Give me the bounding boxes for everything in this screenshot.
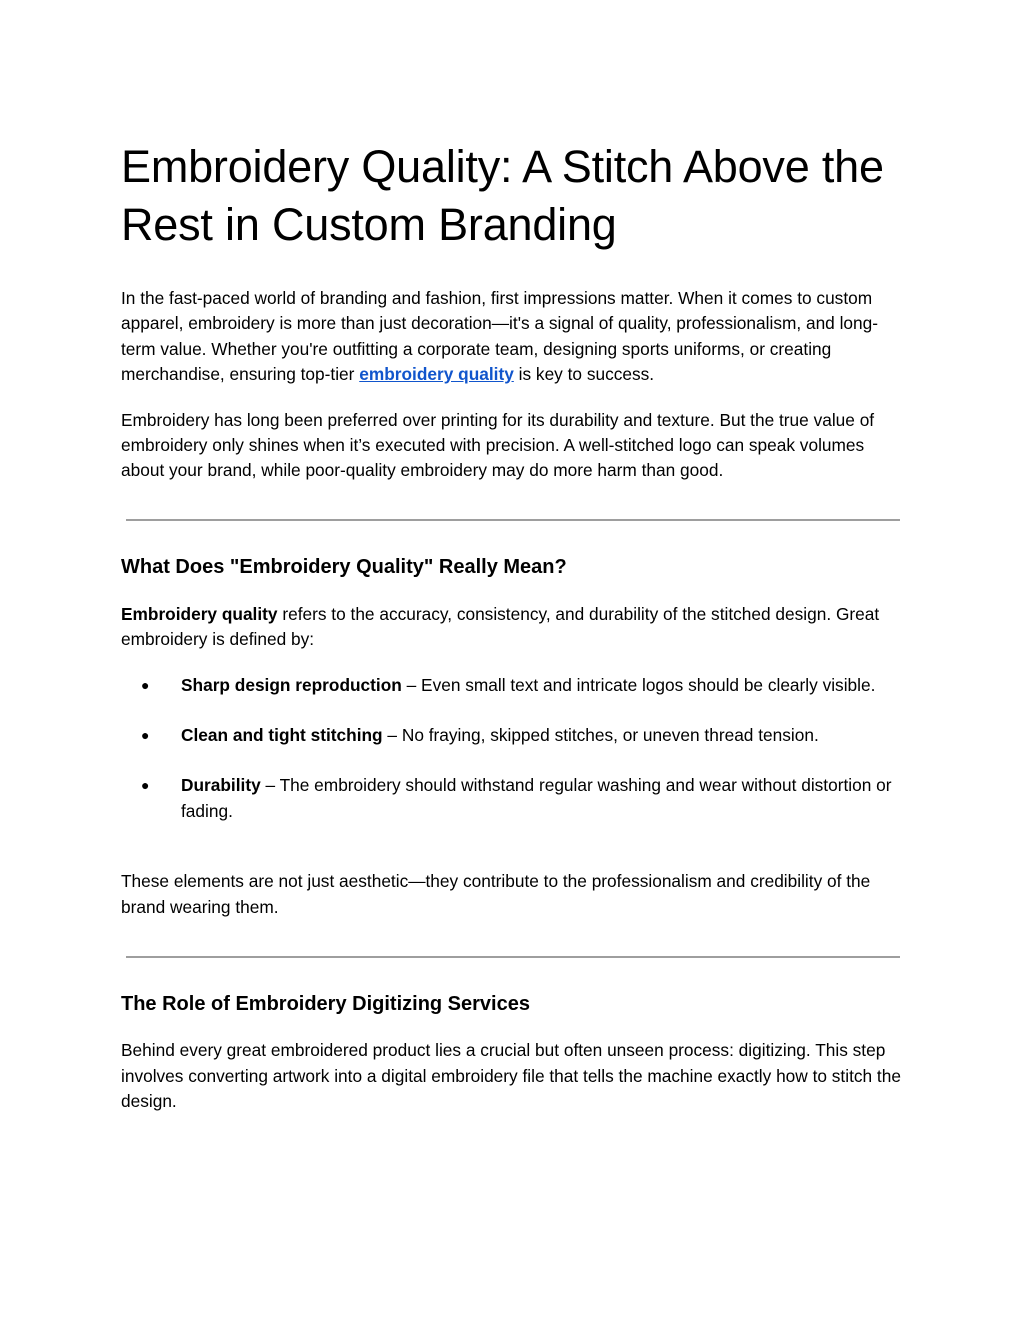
- list-item-text: – No fraying, skipped stitches, or uneven thread tension.: [382, 725, 819, 746]
- intro-paragraph: [121, 286, 903, 388]
- durability-paragraph: Embroidery has long been preferred over printing for its durability and texture. But the true value of embroidery only shines when it’s executed with precision. A well-stitched logo can speak volumes about your brand, while poor-quality embroidery may do more harm than good.: [121, 409, 875, 481]
- list-item-text: – The embroidery should withstand regular washing and wear without distortion or fading.: [181, 775, 892, 821]
- section-heading-digitizing: The Role of Embroidery Digitizing Services: [121, 993, 530, 1016]
- intro-text-before-link: In the fast-paced world of branding and fashion, first impressions matter. When it comes to custom apparel, embroidery is more than just decoration—it's a signal of quality, professionalism, and long-term value. Whether you're outfitting a corporate team, designing sports uniforms, or creating merchandise, ensuring top-tier: [121, 288, 879, 385]
- list-item-title: Clean and tight stitching: [181, 725, 383, 746]
- document-title: Embroidery Quality: A Stitch Above the Rest in Custom Branding: [121, 141, 884, 250]
- section-divider: [126, 956, 900, 958]
- bullet-icon: ●: [141, 777, 150, 794]
- digitizing-paragraph: Behind every great embroidered product lies a crucial but often unseen process: digitizing. This step involves converting artwork into a digital embroidery file that tells the machine exactly how to stitch the design.: [121, 1040, 901, 1111]
- list-item: [121, 673, 903, 698]
- embroidery-quality-link[interactable]: embroidery quality: [359, 364, 514, 385]
- quality-criteria-list: [121, 673, 903, 825]
- definition-text: refers to the accuracy, consistency, and durability of the stitched design. Great embroidery is defined by:: [121, 603, 880, 650]
- bullet-icon: ●: [141, 727, 150, 744]
- list-item-title: Durability: [181, 775, 261, 796]
- list-item: [121, 773, 903, 824]
- bullet-icon: ●: [141, 676, 150, 693]
- intro-text-after-link: is key to success.: [513, 364, 655, 385]
- definition-paragraph: [121, 602, 903, 653]
- closing-paragraph: These elements are not just aesthetic—they contribute to the professionalism and credibility of the brand wearing them.: [121, 871, 871, 917]
- section-heading-quality-meaning: What Does "Embroidery Quality" Really Mean?: [121, 555, 567, 578]
- list-item-title: Sharp design reproduction: [181, 674, 402, 695]
- list-item: [121, 723, 903, 748]
- list-item-text: – Even small text and intricate logos should be clearly visible.: [401, 674, 876, 695]
- section-divider: [126, 519, 900, 521]
- definition-term: Embroidery quality: [121, 603, 278, 624]
- document-page: [121, 138, 903, 1114]
